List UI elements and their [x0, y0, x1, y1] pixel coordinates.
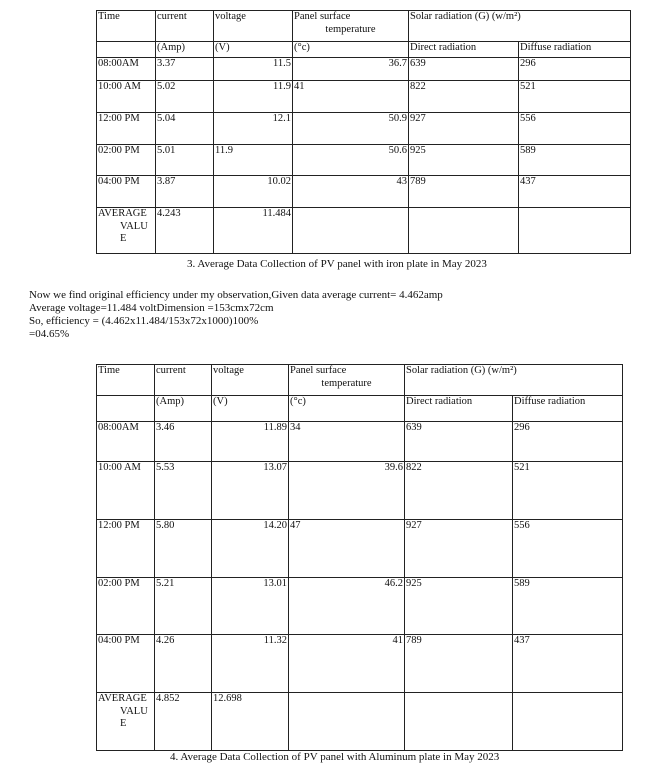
cell-temperature: 41: [293, 81, 409, 113]
units-voltage: (V): [214, 42, 293, 58]
table-row: [97, 578, 623, 635]
header-panel-temperature: [293, 11, 409, 42]
average-label-line3: E: [120, 718, 127, 730]
cell-average-voltage: 12.698: [212, 693, 289, 751]
cell-current: 5.80: [155, 520, 212, 578]
cell-direct: 822: [405, 462, 513, 520]
cell-voltage: 10.02: [214, 176, 293, 208]
table-units-row: [97, 396, 623, 422]
cell-voltage: 11.89: [212, 422, 289, 462]
cell-direct: 927: [409, 113, 519, 145]
cell-temperature: 39.6: [289, 462, 405, 520]
paragraph-line-1: Now we find original efficiency under my observation,Given data average current= 4.462amp: [29, 289, 443, 301]
table-average-row: [97, 693, 623, 751]
table-header-row: [97, 11, 631, 42]
cell-current: 3.87: [156, 176, 214, 208]
cell-time: 12:00 PM: [97, 520, 155, 578]
cell-voltage: 11.9: [214, 81, 293, 113]
table-row: [97, 462, 623, 520]
header-panel-temperature: [289, 365, 405, 396]
cell-time: 02:00 PM: [97, 145, 156, 176]
units-time: [97, 42, 156, 58]
cell-diffuse: 589: [513, 578, 623, 635]
cell-diffuse: 556: [513, 520, 623, 578]
header-direct-radiation: Direct radiation: [405, 396, 513, 422]
cell-current: 5.02: [156, 81, 214, 113]
units-temperature: (°c): [293, 42, 409, 58]
cell-average-voltage: 11.484: [214, 208, 293, 254]
table-row: [97, 58, 631, 81]
table-header-row: [97, 365, 623, 396]
units-voltage: (V): [212, 396, 289, 422]
cell-temperature: 50.9: [293, 113, 409, 145]
cell-direct: 822: [409, 81, 519, 113]
caption-table-4: 4. Average Data Collection of PV panel with Aluminum plate in May 2023: [170, 751, 500, 763]
cell-time: 08:00AM: [97, 422, 155, 462]
average-label-line2: VALU: [120, 220, 148, 232]
cell-direct: 925: [405, 578, 513, 635]
table-row: [97, 113, 631, 145]
units-current: (Amp): [156, 42, 214, 58]
cell-empty: [289, 693, 405, 751]
cell-current: 5.21: [155, 578, 212, 635]
cell-voltage: 11.9: [214, 145, 293, 176]
header-current: current: [155, 365, 212, 396]
header-voltage: voltage: [214, 11, 293, 42]
efficiency-paragraph: [29, 289, 629, 341]
cell-current: 5.04: [156, 113, 214, 145]
cell-current: 4.26: [155, 635, 212, 693]
header-solar-radiation: Solar radiation (G) (w/m²): [405, 365, 623, 396]
cell-average-current: 4.852: [155, 693, 212, 751]
cell-temperature: 46.2: [289, 578, 405, 635]
units-time: [97, 396, 155, 422]
header-solar-radiation: Solar radiation (G) (w/m²): [409, 11, 631, 42]
table-average-row: [97, 208, 631, 254]
table-row: [97, 520, 623, 578]
cell-diffuse: 437: [519, 176, 631, 208]
header-direct-radiation: Direct radiation: [409, 42, 519, 58]
cell-time: 10:00 AM: [97, 462, 155, 520]
cell-average-label: [97, 208, 156, 254]
cell-empty: [293, 208, 409, 254]
cell-voltage: 13.01: [212, 578, 289, 635]
cell-current: 5.01: [156, 145, 214, 176]
average-label-line1: AVERAGE: [98, 693, 147, 704]
cell-temperature: 34: [289, 422, 405, 462]
cell-time: 08:00AM: [97, 58, 156, 81]
cell-current: 3.37: [156, 58, 214, 81]
header-diffuse-radiation: Diffuse radiation: [519, 42, 631, 58]
paragraph-line-3: So, efficiency = (4.462x11.484/153x72x1000)100%: [29, 315, 259, 327]
cell-direct: 639: [405, 422, 513, 462]
cell-temperature: 50.6: [293, 145, 409, 176]
cell-diffuse: 521: [513, 462, 623, 520]
cell-average-current: 4.243: [156, 208, 214, 254]
table-iron-plate: [96, 10, 631, 254]
cell-time: 12:00 PM: [97, 113, 156, 145]
cell-current: 5.53: [155, 462, 212, 520]
cell-current: 3.46: [155, 422, 212, 462]
cell-direct: 925: [409, 145, 519, 176]
paragraph-line-4: =04.65%: [29, 328, 70, 340]
header-panel-temp-line2: temperature: [325, 23, 376, 35]
cell-diffuse: 521: [519, 81, 631, 113]
table-row: [97, 422, 623, 462]
header-diffuse-radiation: Diffuse radiation: [513, 396, 623, 422]
table-aluminum-plate: [96, 364, 623, 751]
table-units-row: [97, 42, 631, 58]
cell-time: 04:00 PM: [97, 176, 156, 208]
cell-time: 10:00 AM: [97, 81, 156, 113]
cell-empty: [405, 693, 513, 751]
cell-temperature: 43: [293, 176, 409, 208]
header-voltage: voltage: [212, 365, 289, 396]
average-label-line2: VALU: [120, 705, 148, 717]
table-row: [97, 145, 631, 176]
cell-diffuse: 296: [519, 58, 631, 81]
header-panel-temp-line1: Panel surface: [294, 11, 351, 22]
header-panel-temp-line2: temperature: [321, 377, 372, 389]
cell-voltage: 11.32: [212, 635, 289, 693]
paragraph-line-2: Average voltage=11.484 voltDimension =153cmx72cm: [29, 302, 274, 314]
cell-temperature: 47: [289, 520, 405, 578]
caption-table-3: 3. Average Data Collection of PV panel with iron plate in May 2023: [187, 258, 487, 270]
cell-diffuse: 437: [513, 635, 623, 693]
cell-empty: [519, 208, 631, 254]
units-current: (Amp): [155, 396, 212, 422]
cell-time: 02:00 PM: [97, 578, 155, 635]
cell-voltage: 11.5: [214, 58, 293, 81]
cell-temperature: 41: [289, 635, 405, 693]
units-temperature: (°c): [289, 396, 405, 422]
cell-diffuse: 556: [519, 113, 631, 145]
average-label-line1: AVERAGE: [98, 208, 147, 219]
cell-diffuse: 589: [519, 145, 631, 176]
cell-direct: 789: [409, 176, 519, 208]
cell-voltage: 12.1: [214, 113, 293, 145]
header-time: Time: [97, 365, 155, 396]
cell-direct: 639: [409, 58, 519, 81]
header-panel-temp-line1: Panel surface: [290, 365, 347, 376]
average-label-line3: E: [120, 233, 127, 245]
cell-temperature: 36.7: [293, 58, 409, 81]
cell-empty: [409, 208, 519, 254]
header-current: current: [156, 11, 214, 42]
cell-voltage: 13.07: [212, 462, 289, 520]
table-row: [97, 176, 631, 208]
cell-direct: 789: [405, 635, 513, 693]
cell-voltage: 14.20: [212, 520, 289, 578]
cell-empty: [513, 693, 623, 751]
table-row: [97, 635, 623, 693]
header-time: Time: [97, 11, 156, 42]
cell-average-label: [97, 693, 155, 751]
table-row: [97, 81, 631, 113]
cell-time: 04:00 PM: [97, 635, 155, 693]
cell-direct: 927: [405, 520, 513, 578]
cell-diffuse: 296: [513, 422, 623, 462]
